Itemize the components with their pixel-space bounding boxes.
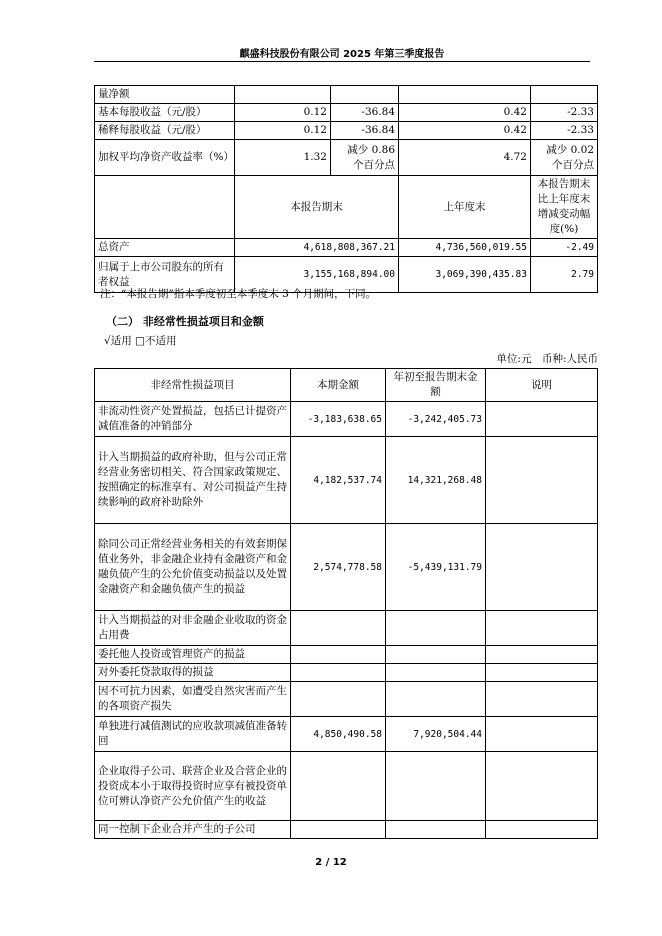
column-header-current-amount: 本期金额 [291,369,386,402]
row-label: 基本每股收益（元/股） [95,104,235,122]
table-row [95,717,598,752]
table-row [95,122,598,140]
row-label: 归属于上市公司股东的所有者权益 [95,257,235,293]
table-row [95,821,598,839]
page-number: 2 / 12 [315,857,347,868]
header-rule [94,61,590,62]
value-cell [386,611,486,646]
key-financial-data-table [94,85,598,293]
value-cell: 7,920,504.44 [386,717,486,752]
table-header-row [95,369,598,402]
value-cell [386,682,486,717]
value-cell: 3,155,168,894.00 [235,257,399,293]
value-cell: -3,242,405.73 [386,402,486,437]
value-cell: -2.33 [531,104,598,122]
table-row [95,140,598,176]
column-header-ytd-amount: 年初至报告期末金额 [386,369,486,402]
description-cell [486,682,598,717]
value-cell: 3,069,390,435.83 [399,257,531,293]
value-cell: 4.72 [399,140,531,176]
table-row [95,437,598,524]
value-cell: 4,618,808,367.21 [235,239,399,257]
column-header-item: 非经常性损益项目 [95,369,291,402]
value-cell: 减少 0.02 个百分点 [531,140,598,176]
description-cell [486,437,598,524]
row-label: 非流动性资产处置损益，包括已计提资产减值准备的冲销部分 [95,402,291,437]
table-row [95,682,598,717]
table-row [95,239,598,257]
row-label: 加权平均净资产收益率（%） [95,140,235,176]
row-label: 单独进行减值测试的应收款项减值准备转回 [95,717,291,752]
non-recurring-items-table [94,368,598,839]
value-cell [291,821,386,839]
description-cell [486,611,598,646]
value-cell: 2.79 [531,257,598,293]
value-cell: 0.12 [235,122,331,140]
value-cell [386,752,486,821]
column-header-prior-year-end: 上年度末 [399,176,531,239]
description-cell [486,821,598,839]
table-row [95,104,598,122]
empty-cell [95,176,235,239]
value-cell: 减少 0.86 个百分点 [331,140,399,176]
value-cell: 4,850,490.58 [291,717,386,752]
value-cell: -36.84 [331,122,399,140]
value-cell: 4,736,560,019.55 [399,239,531,257]
description-cell [486,717,598,752]
value-cell: -3,183,638.65 [291,402,386,437]
value-cell: -2.33 [531,122,598,140]
description-cell [486,524,598,611]
note-text: 注：“本报告期”指本季度初至本季度末 3 个月期间，下同。 [100,288,377,300]
section-title: （二） 非经常性损益项目和金额 [106,315,264,328]
value-cell: -2.49 [531,239,598,257]
value-cell [291,752,386,821]
column-header-change-percent: 本报告期末比上年度末增减变动幅度(%) [531,176,598,239]
value-cell [291,611,386,646]
description-cell [486,664,598,682]
row-label: 委托他人投资或管理资产的损益 [95,646,291,664]
page-header-title: 麒盛科技股份有限公司 2025 年第三季度报告 [239,49,445,60]
row-label: 计入当期损益的政府补助，但与公司正常经营业务密切相关、符合国家政策规定、按照确定的标准享有、对公司损益产生持续影响的政府补助除外 [95,437,291,524]
description-cell [486,402,598,437]
value-cell [531,86,598,104]
value-cell: 1.32 [235,140,331,176]
value-cell [291,682,386,717]
row-label: 除同公司正常经营业务相关的有效套期保值业务外，非金融企业持有金融资产和金融负债产生的公允价值变动损益以及处置金融资产和金融负债产生的损益 [95,524,291,611]
table-row [95,646,598,664]
value-cell [399,86,531,104]
value-cell: 0.42 [399,104,531,122]
value-cell: -36.84 [331,104,399,122]
table-row [95,664,598,682]
value-cell: 14,321,268.48 [386,437,486,524]
value-cell [386,821,486,839]
table-subheader-row [95,176,598,239]
row-label: 对外委托贷款取得的损益 [95,664,291,682]
table-row [95,86,598,104]
value-cell: 0.42 [399,122,531,140]
column-header-description: 说明 [486,369,598,402]
value-cell [291,664,386,682]
unit-currency-label: 单位:元 币种:人民币 [496,353,598,365]
value-cell [386,646,486,664]
value-cell [331,86,399,104]
applicable-checkboxes: √适用 □不适用 [104,335,177,347]
value-cell: -5,439,131.79 [386,524,486,611]
row-label: 计入当期损益的对非金融企业收取的资金占用费 [95,611,291,646]
row-label: 因不可抗力因素，如遭受自然灾害而产生的各项资产损失 [95,682,291,717]
description-cell [486,752,598,821]
description-cell [486,646,598,664]
table-row [95,402,598,437]
value-cell [386,664,486,682]
value-cell: 0.12 [235,104,331,122]
row-label: 总资产 [95,239,235,257]
value-cell [291,646,386,664]
value-cell [235,86,331,104]
table-row [95,752,598,821]
table-row [95,524,598,611]
value-cell: 2,574,778.58 [291,524,386,611]
column-header-current-period-end: 本报告期末 [235,176,399,239]
value-cell: 4,182,537.74 [291,437,386,524]
row-label: 同一控制下企业合并产生的子公司 [95,821,291,839]
table-row [95,611,598,646]
row-label: 稀释每股收益（元/股） [95,122,235,140]
row-label: 量净额 [95,86,235,104]
row-label: 企业取得子公司、联营企业及合营企业的投资成本小于取得投资时应享有被投资单位可辨认净资产公允价值产生的收益 [95,752,291,821]
